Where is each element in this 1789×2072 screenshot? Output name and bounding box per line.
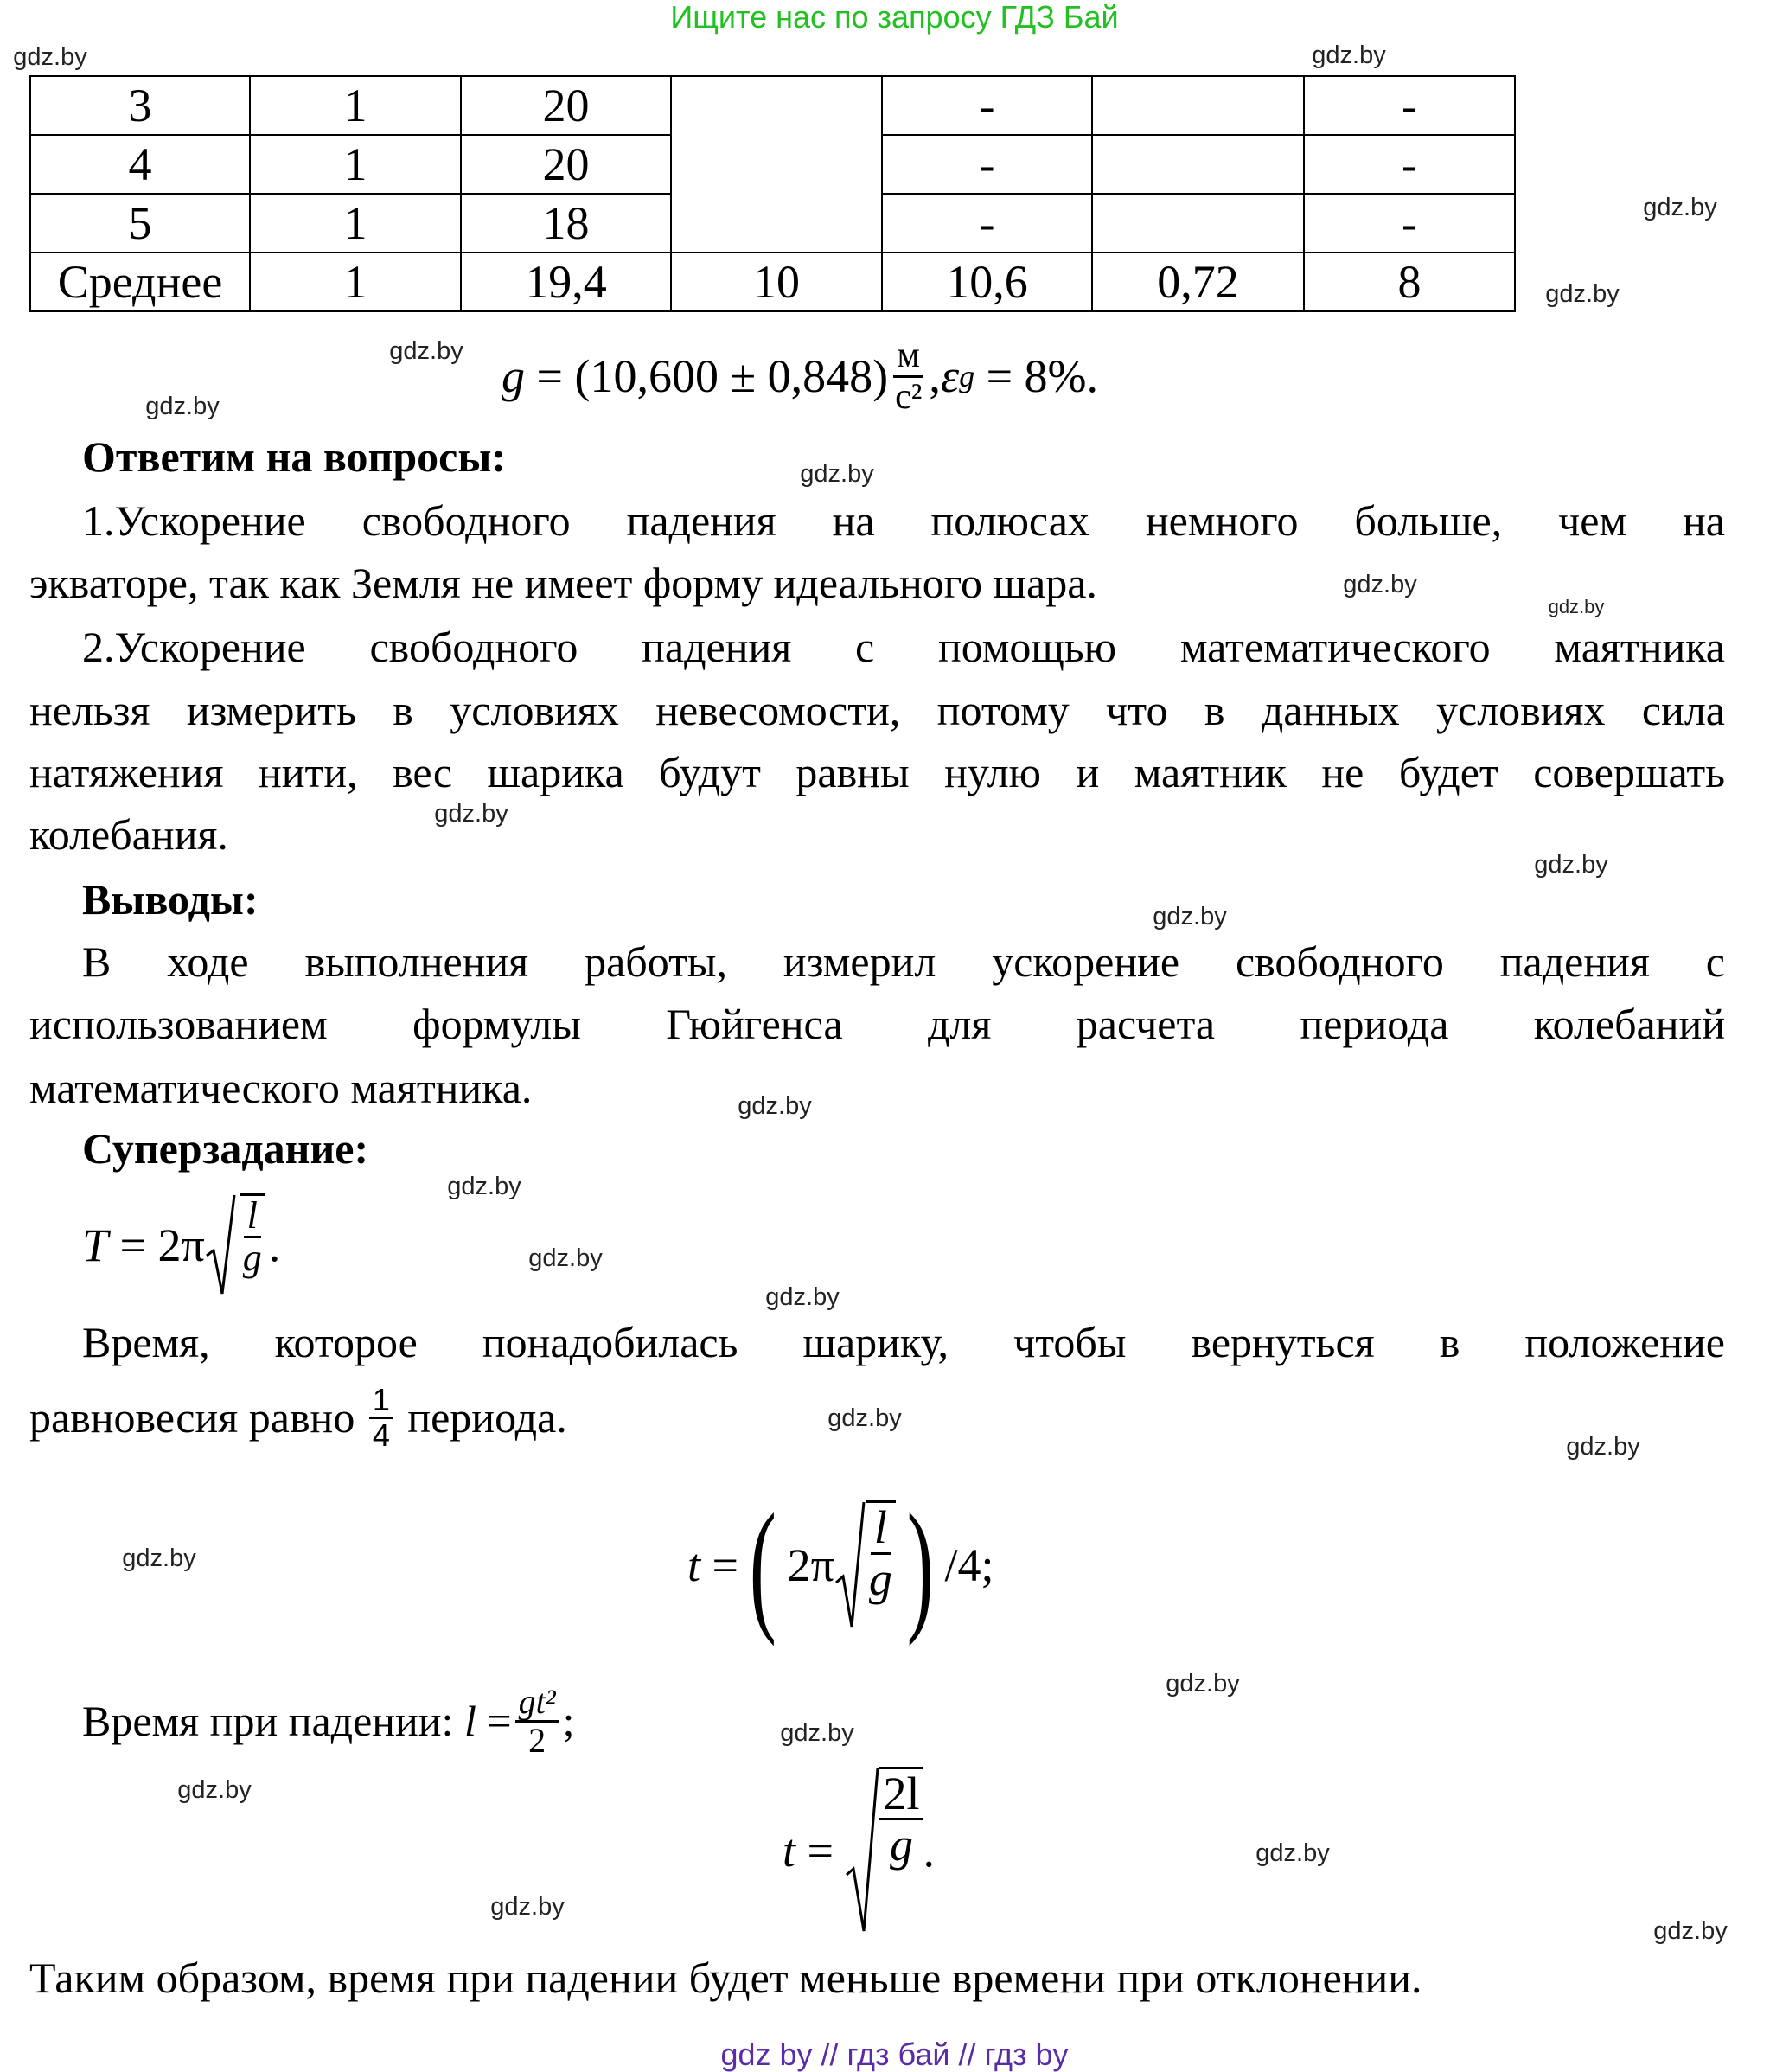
result-formula — [502, 329, 1098, 424]
table-cell: 5 — [30, 194, 250, 253]
unit-fraction — [891, 336, 925, 415]
watermark: gdz.by — [1548, 596, 1605, 617]
quarter-fraction — [369, 1384, 393, 1452]
text-line — [29, 1384, 567, 1452]
super-heading: Суперзадание: — [82, 1124, 369, 1173]
formula-part: . — [923, 1825, 935, 1877]
text-line: использованием формулы Гюйгенса для расчета периода колебаний — [29, 1000, 1725, 1048]
text-line: 1.Ускорение свободного падения на полюсах немного больше, чем на — [82, 496, 1725, 545]
table-cell: 1 — [250, 194, 461, 253]
table-cell: 19,4 — [461, 253, 671, 311]
text-line: Таким образом, время при падении будет меньше времени при отклонении. — [29, 1954, 1422, 2002]
watermark: gdz.by — [1255, 1839, 1330, 1867]
formula-part: равновесия равно — [29, 1393, 355, 1442]
formula-part: l — [244, 1196, 261, 1238]
footer-links[interactable]: gdz by // гдз бай // гдз by — [720, 2037, 1069, 2072]
table-cell — [1092, 76, 1304, 135]
formula-part: = — [536, 350, 563, 402]
table-cell — [1092, 194, 1304, 253]
formula-part: (10,600 ± 0,848) — [574, 350, 889, 402]
formula-part: g — [959, 359, 975, 393]
text-line: нельзя измерить в условиях невесомости, потому что в данных условиях сила — [29, 686, 1725, 734]
formula-part: с² — [895, 376, 923, 417]
text-line: В ходе выполнения работы, измерил ускорение свободного падения с — [82, 937, 1725, 986]
t2-formula — [783, 1764, 935, 1937]
formula-part: = — [712, 1539, 738, 1591]
formula-part: ε — [940, 350, 960, 402]
table-cell: 10 — [671, 253, 882, 311]
table-cell: - — [1304, 135, 1515, 194]
table-cell: - — [1304, 76, 1515, 135]
table-cell: - — [882, 76, 1092, 135]
table-cell — [671, 76, 882, 253]
formula-part: g — [868, 1552, 892, 1605]
formula-part: м — [893, 336, 923, 377]
table-cell: 4 — [30, 135, 250, 194]
table-cell: 10,6 — [882, 253, 1092, 311]
table-cell: - — [1304, 194, 1515, 253]
questions-heading: Ответим на вопросы: — [82, 432, 507, 481]
watermark: gdz.by — [1653, 1917, 1728, 1945]
table-cell: 20 — [461, 76, 671, 135]
formula-part: периода. — [407, 1393, 567, 1442]
watermark: gdz.by — [827, 1404, 902, 1432]
text-line: Время, которое понадобилась шарику, чтобы вернуться в положение — [82, 1318, 1725, 1366]
watermark: gdz.by — [738, 1092, 812, 1120]
table-cell: Среднее — [30, 253, 250, 311]
table-cell: - — [882, 135, 1092, 194]
watermark: gdz.by — [13, 43, 87, 71]
text-line: экваторе, так как Земля не имеет форму идеального шара. — [29, 559, 1097, 607]
formula-part: gt² — [515, 1684, 559, 1723]
formula-part: , — [929, 350, 941, 402]
watermark: gdz.by — [1643, 194, 1717, 221]
watermark: gdz.by — [780, 1719, 854, 1747]
formula-part: g — [889, 1819, 913, 1871]
watermark: gdz.by — [145, 393, 220, 420]
results-table — [29, 75, 1516, 312]
table-row — [30, 76, 1515, 135]
watermark: gdz.by — [434, 800, 508, 828]
watermark: gdz.by — [1153, 903, 1227, 930]
formula-part: = — [807, 1825, 834, 1877]
watermark: gdz.by — [1534, 851, 1608, 879]
formula-part: t — [783, 1825, 796, 1877]
watermark: gdz.by — [800, 460, 874, 488]
formula-part: = — [119, 1219, 147, 1271]
table-cell: 20 — [461, 135, 671, 194]
table-cell: 1 — [250, 76, 461, 135]
watermark: gdz.by — [528, 1244, 603, 1272]
watermark: gdz.by — [177, 1776, 252, 1804]
text-line: 2.Ускорение свободного падения с помощью математического маятника — [82, 623, 1725, 671]
t-formula — [687, 1470, 994, 1660]
watermark: gdz.by — [1343, 571, 1417, 598]
formula-part: 2 — [528, 1720, 546, 1760]
table-cell — [1092, 135, 1304, 194]
fall-fraction — [515, 1681, 559, 1760]
watermark: gdz.by — [1166, 1670, 1240, 1698]
formula-part: 2l — [879, 1769, 923, 1821]
text-line: математического маятника. — [29, 1064, 533, 1112]
watermark: gdz.by — [490, 1893, 565, 1921]
watermark: gdz.by — [1566, 1433, 1640, 1461]
formula-part: ; — [562, 1697, 575, 1745]
table-cell: 0,72 — [1092, 253, 1304, 311]
watermark: gdz.by — [765, 1283, 840, 1311]
formula-part: T — [82, 1219, 109, 1271]
formula-part: = 8%. — [986, 350, 1099, 402]
formula-part: . — [268, 1219, 281, 1271]
table-cell: - — [882, 194, 1092, 253]
search-banner: Ищите нас по запросу ГДЗ Бай — [670, 0, 1119, 35]
table-row — [30, 253, 1515, 311]
watermark: gdz.by — [447, 1173, 521, 1200]
table-cell: 1 — [250, 135, 461, 194]
period-formula — [82, 1193, 280, 1297]
formula-part: = — [487, 1697, 512, 1745]
conclusions-heading: Выводы: — [82, 875, 259, 924]
formula-part: 2π — [787, 1539, 834, 1591]
sqrt-sign — [205, 1193, 269, 1297]
watermark: gdz.by — [389, 337, 463, 365]
formula-part: 1 — [369, 1384, 393, 1419]
fall-formula — [82, 1669, 575, 1773]
formula-part: Время при падении: — [82, 1697, 454, 1745]
watermark: gdz.by — [1545, 280, 1620, 308]
formula-part: /4; — [944, 1539, 994, 1591]
formula-part: g — [242, 1237, 262, 1280]
formula-part: t — [687, 1539, 701, 1591]
table-cell: 8 — [1304, 253, 1515, 311]
left-paren: ( — [749, 1484, 776, 1647]
text-line: натяжения нити, вес шарика будут равны нулю и маятник не будет совершать — [29, 748, 1725, 796]
table-cell: 3 — [30, 76, 250, 135]
formula-part: l — [871, 1503, 891, 1555]
text-line: колебания. — [29, 810, 228, 859]
sqrt-sign — [845, 1767, 923, 1935]
formula-part: l — [463, 1697, 476, 1745]
formula-part: 4 — [372, 1417, 390, 1453]
watermark: gdz.by — [122, 1544, 196, 1572]
sqrt-sign — [834, 1500, 896, 1630]
table-cell: 18 — [461, 194, 671, 253]
table-cell: 1 — [250, 253, 461, 311]
formula-part: 2π — [157, 1219, 205, 1271]
right-paren: ) — [906, 1484, 934, 1647]
formula-part: g — [502, 350, 525, 402]
watermark: gdz.by — [1312, 42, 1386, 69]
